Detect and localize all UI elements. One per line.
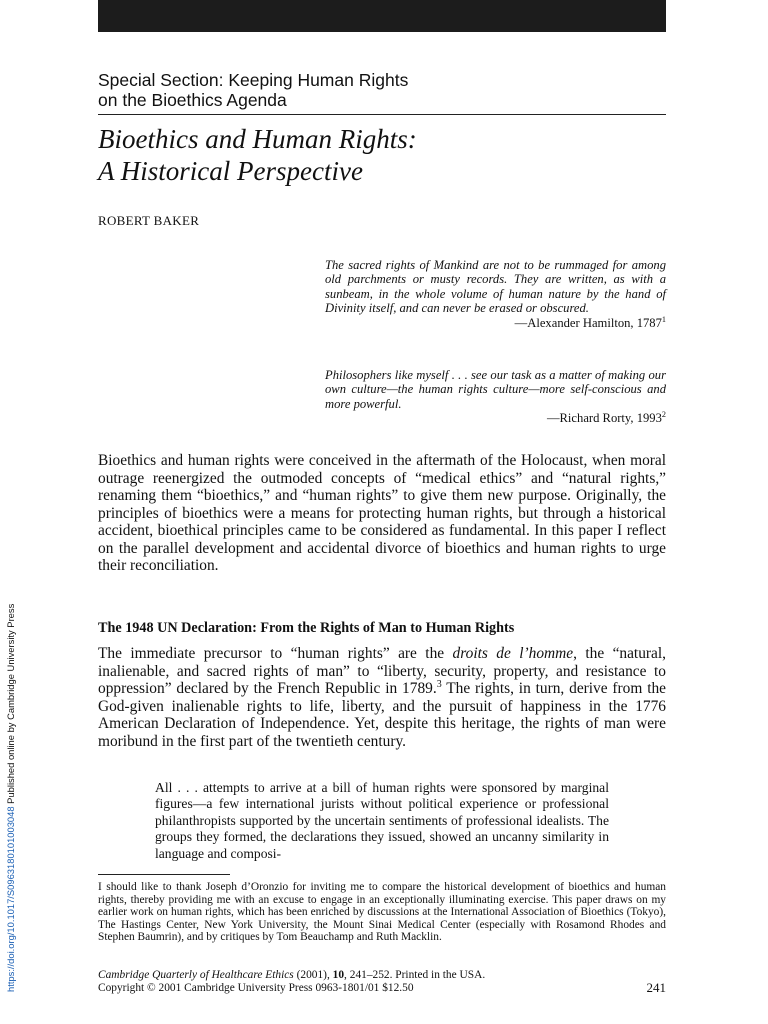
page-number: 241	[646, 980, 666, 995]
copyright-line: Copyright © 2001 Cambridge University Press 0963-1801/01 $12.50	[98, 981, 414, 994]
article-title-line: A Historical Perspective	[98, 156, 363, 186]
epigraph	[325, 368, 666, 426]
author-name: ROBERT BAKER	[98, 213, 200, 228]
journal-pages: , 241–252. Printed in the USA.	[344, 969, 486, 981]
doi-link[interactable]: https://doi.org/10.1017/S0963180101003048	[5, 806, 16, 992]
publisher-note: Published online by Cambridge University Press	[5, 603, 16, 807]
body-text: The immediate precursor to “human rights” are the	[98, 645, 453, 662]
epigraph-attribution	[325, 316, 666, 330]
epigraph	[325, 258, 666, 330]
section-title-line: on the Bioethics Agenda	[98, 90, 287, 110]
footnote: I should like to thank Joseph d’Oronzio for inviting me to compare the historical development of bioethics and human rights, thereby providing me with an excuse to engage in an exceptionally illuminating exercise. This paper draws on my earlier work on human rights, which has been enriched by discussions at the International Association of Bioethics (Tokyo), The Hastings Center, New York University, the Mount Sinai Medical Center (especially with Rosamond Rhodes and Stephen Baumrin), and by critiques by Tom Beauchamp and Ruth Macklin.	[98, 881, 666, 944]
journal-info	[98, 969, 666, 994]
article-title-line: Bioethics and Human Rights:	[98, 124, 417, 154]
epigraph-attribution	[325, 411, 666, 425]
section-title	[98, 70, 666, 110]
title-rule	[98, 114, 666, 115]
section-heading: The 1948 UN Declaration: From the Rights of Man to Human Rights	[98, 620, 515, 636]
body-text: The rights, in turn, derive from the God-given inalienable rights to life, liberty, and the pursuit of happiness in the 1776 American Declaration of Independence. Yet, despite this heritage, the rights of man were moribund in the first part of the twentieth century.	[98, 680, 666, 750]
journal-volume: 10	[332, 969, 345, 981]
section-title-line: Special Section: Keeping Human Rights	[98, 70, 409, 90]
header-bar	[98, 0, 666, 32]
epigraph-quote: The sacred rights of Mankind are not to be rummaged for among old parchments or musty records. They are written, as with a sunbeam, in the whole volume of human nature by the hand of Divinity itself, and can never be erased or obscured.	[325, 258, 666, 316]
article-title	[98, 123, 666, 187]
epigraph-author: —Alexander Hamilton, 1787	[514, 315, 662, 330]
epigraph-author: —Richard Rorty, 1993	[546, 411, 662, 426]
footnote-ref[interactable]: 3	[436, 678, 442, 690]
footnote-ref[interactable]: 2	[661, 410, 666, 420]
footnote-ref[interactable]: 1	[661, 314, 666, 324]
abstract-paragraph: Bioethics and human rights were conceived in the aftermath of the Holocaust, when moral outrage reenergized the outmoded concepts of “medical ethics” and “natural rights,” renaming them “bioethics,” and “human rights” to give them new purpose. Originally, the principles of bioethics were a means for protecting human rights, but through a historical accident, bioethical principles came to be considered as fundamental. In this paper I reflect on the parallel development and accidental divorce of bioethics and human rights to urge their reconciliation.	[98, 452, 666, 574]
epigraph-quote: Philosophers like myself . . . see our task as a matter of making our own culture—the human rights culture—more self-conscious and more powerful.	[325, 368, 666, 411]
side-banner	[4, 603, 18, 992]
footnote-rule	[98, 874, 230, 875]
citation-line	[98, 969, 666, 982]
italic-term: droits de l’homme	[452, 645, 574, 662]
block-quote: All . . . attempts to arrive at a bill of human rights were sponsored by marginal figures—a few international jurists without political experience or professional philanthropists supported by the uncertain sentiments of professional idealists. The groups they formed, the declarations they issued, showed an uncanny similarity in language and composi-	[155, 780, 609, 861]
body-text: , the “natural, inalienable, and sacred rights of man” to “liberty, security, property, and resistance to oppression” declared by the French Republic in 1789.	[98, 645, 666, 697]
journal-name: Cambridge Quarterly of Healthcare Ethics	[98, 969, 294, 981]
body-paragraph	[98, 645, 666, 750]
journal-year: (2001),	[293, 969, 333, 981]
